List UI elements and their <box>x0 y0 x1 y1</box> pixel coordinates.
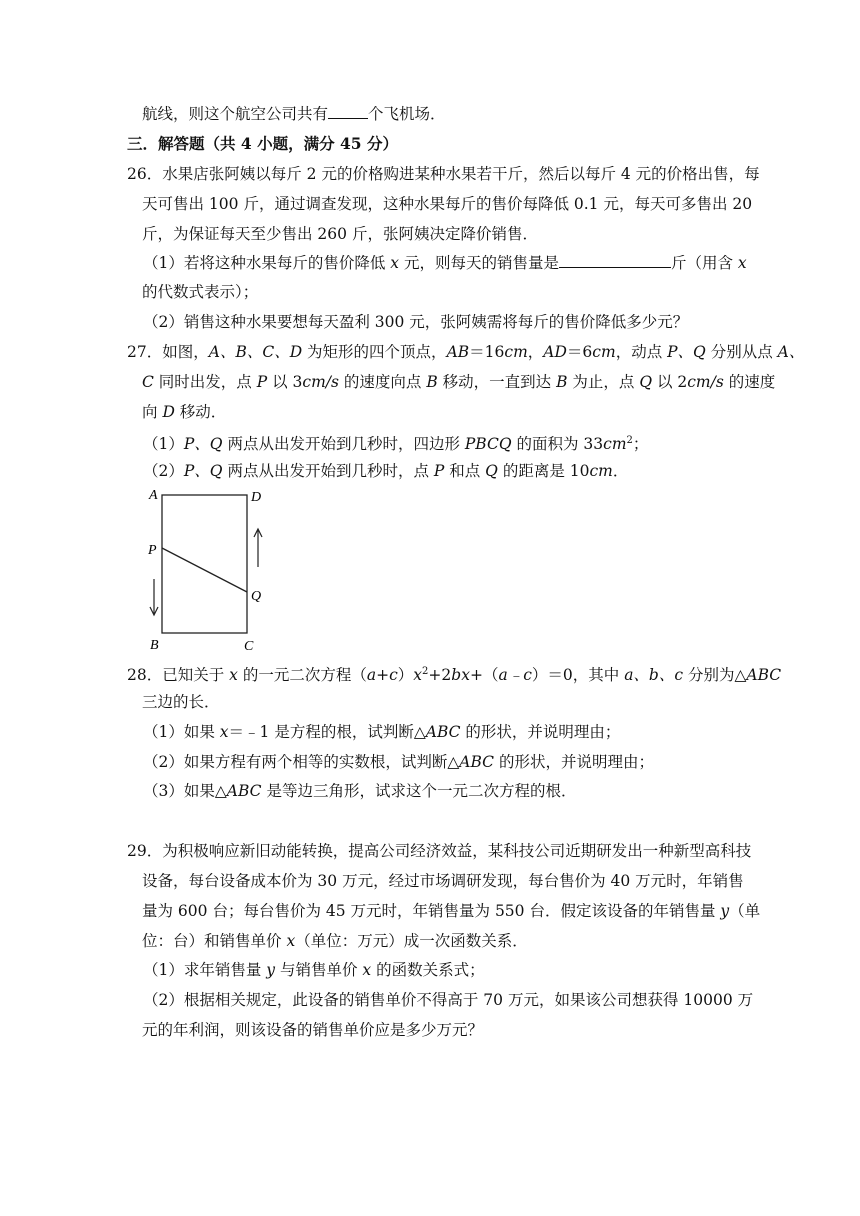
variable: P、Q <box>183 462 223 480</box>
part-text: （3）如果△ <box>143 782 227 800</box>
question-text: 量为 600 台；每台售价为 45 万元时，年销售量为 550 台．假定该设备的年销售量 <box>142 902 721 920</box>
variable: y <box>720 902 730 920</box>
variable: x <box>390 254 400 272</box>
question-number: 26． <box>127 165 163 183</box>
question-text: 水果店张阿姨以每斤 2 元的价格购进某种水果若干斤，然后以每斤 4 元的价格出售，每 <box>162 165 760 183</box>
part-text: 的形状，并说明理由； <box>460 723 621 741</box>
question-27-line-1 <box>127 342 804 362</box>
question-27-line-2 <box>142 372 775 392</box>
question-28-part-1 <box>143 722 620 742</box>
variable: D <box>162 403 175 421</box>
unit: cm <box>603 435 627 454</box>
question-text: （单 <box>729 902 761 920</box>
question-number: 27． <box>127 343 163 361</box>
part-text: ＝﹣1 是方程的根，试判断△ <box>228 723 426 741</box>
variable: P <box>433 462 445 480</box>
part-text: 两点从出发开始到几秒时，点 <box>222 462 434 480</box>
part-text: 的面积为 33 <box>511 435 604 454</box>
question-26-part-2: （2）销售这种水果要想每天盈利 300 元，张阿姨需将每斤的售价降低多少元？ <box>143 313 689 331</box>
part-text: 的形状，并说明理由； <box>494 753 654 771</box>
value: ＝16 <box>469 343 505 361</box>
label-c: C <box>244 639 254 654</box>
carryover-line <box>142 104 446 124</box>
carryover-text-end: 个飞机场． <box>368 105 446 123</box>
part-number: （2） <box>143 462 184 480</box>
part-text: 元，则每天的销售量是 <box>399 254 559 272</box>
question-text: 如图， <box>162 343 209 361</box>
variable: A、 <box>777 343 805 361</box>
answer-blank <box>328 117 368 119</box>
label-q: Q <box>251 589 262 604</box>
question-text: 以 3 <box>267 373 303 391</box>
variable: ABC <box>425 723 461 741</box>
question-text: +（ <box>469 666 499 685</box>
question-29-part-2: （2）根据相关规定，此设备的销售单价不得高于 70 万元，如果该公司想获得 10000 万 <box>143 991 754 1009</box>
question-text: ） <box>397 666 414 685</box>
variable: AD <box>543 343 567 361</box>
value: ＝6 <box>566 343 593 361</box>
question-text: 的速度向点 <box>338 373 427 391</box>
question-29-line-3 <box>142 901 760 921</box>
section-title: 三．解答题（共 4 小题，满分 45 分） <box>127 134 398 153</box>
unit: cm <box>589 462 613 480</box>
label-p: P <box>148 543 157 558</box>
part-text: （2）如果方程有两个相等的实数根，试判断△ <box>143 753 460 771</box>
separator: ， <box>527 343 544 361</box>
variable: Q <box>485 462 498 480</box>
expression: a+c <box>366 666 398 685</box>
unit: cm/s <box>302 373 339 391</box>
question-29-part-2-cont: 元的年利润，则该设备的销售单价应是多少万元？ <box>142 1021 484 1039</box>
question-text: 以 2 <box>652 373 688 391</box>
question-text: 的速度 <box>723 373 776 391</box>
variable: B <box>556 373 568 391</box>
question-28-line-1 <box>127 662 781 685</box>
question-text: 分别从点 <box>705 343 778 361</box>
question-text: ，动点 <box>615 343 668 361</box>
part-text: （1） <box>143 435 184 454</box>
variable: x <box>362 961 372 979</box>
question-27-part-2 <box>143 461 628 481</box>
question-number: 28． <box>127 666 163 685</box>
part-text: 和点 <box>444 462 486 480</box>
question-29-line-4 <box>142 931 528 951</box>
variable: PBCQ <box>464 435 512 454</box>
question-number: 29． <box>127 842 163 860</box>
segment-pq <box>162 548 247 592</box>
question-text: （单位：万元）成一次函数关系． <box>295 932 528 950</box>
exponent: 2 <box>422 666 429 677</box>
variable: P、Q <box>183 435 223 454</box>
question-28-part-3 <box>143 781 576 801</box>
question-29-part-1 <box>143 960 485 980</box>
rectangle-abcd <box>162 495 247 633</box>
part-text: （1）求年销售量 <box>143 961 267 979</box>
expression: bx <box>451 666 470 685</box>
question-26-line-1 <box>127 164 760 184</box>
exponent: 2 <box>626 435 633 446</box>
question-29-line-2: 设备，每台设备成本价为 30 万元，经过市场调研发现，每台售价为 40 万元时，年销售 <box>142 872 744 890</box>
question-text: 同时出发，点 <box>153 373 257 391</box>
question-26-line-3: 斤，为保证每天至少售出 260 斤，张阿姨决定降价销售． <box>142 225 538 243</box>
question-text: 为止，点 <box>567 373 640 391</box>
variable: x <box>286 932 296 950</box>
part-text: ； <box>632 435 649 454</box>
part-text: （1）若将这种水果每斤的售价降低 <box>143 254 391 272</box>
carryover-text: 航线，则这个航空公司共有 <box>142 105 329 123</box>
question-26-part-1-cont: 的代数式表示）； <box>142 283 259 301</box>
part-text: ． <box>612 462 629 480</box>
question-29-line-1 <box>127 841 751 861</box>
part-text: 是等边三角形，试求这个一元二次方程的根． <box>261 782 577 800</box>
question-text: 向 <box>142 403 163 421</box>
part-text: 与销售单价 <box>275 961 363 979</box>
variable: x <box>229 666 238 685</box>
question-28-line-2: 三边的长． <box>142 693 220 711</box>
part-text: 两点从出发开始到几秒时，四边形 <box>222 435 465 454</box>
label-a: A <box>149 488 158 503</box>
question-26-part-1 <box>143 253 747 273</box>
variable: A、B、C、D <box>208 343 303 361</box>
variable: a、b、c <box>624 666 684 685</box>
expression: a﹣c <box>498 666 532 685</box>
question-text: 分别为△ <box>683 666 747 685</box>
variable: x <box>737 254 747 272</box>
part-text: 的距离是 10 <box>497 462 590 480</box>
question-text: ）＝0，其中 <box>531 666 625 685</box>
unit: cm/s <box>687 373 724 391</box>
variable: P <box>256 373 268 391</box>
variable: y <box>266 961 276 979</box>
question-text: 移动，一直到达 <box>437 373 557 391</box>
unit: cm <box>504 343 528 361</box>
part-text: 斤（用含 <box>670 254 738 272</box>
part-text: 的函数关系式； <box>371 961 485 979</box>
variable: ABC <box>226 782 262 800</box>
question-26-line-2: 天可售出 100 斤，通过调查发现，这种水果每斤的售价每降低 0.1 元，每天可多售出 20 <box>142 195 753 213</box>
question-text: 移动． <box>174 403 227 421</box>
question-text: 已知关于 <box>162 666 230 685</box>
answer-blank <box>559 266 671 268</box>
question-text: 为积极响应新旧动能转换，提高公司经济效益，某科技公司近期研发出一种新型高科技 <box>162 842 752 860</box>
variable: ABC <box>459 753 495 771</box>
part-text: （1）如果 <box>143 723 220 741</box>
question-28-part-2 <box>143 752 654 772</box>
variable: AB <box>446 343 470 361</box>
question-text: +2 <box>428 666 452 685</box>
question-text: 的一元二次方程（ <box>237 666 367 685</box>
question-text: 位：台）和销售单价 <box>142 932 287 950</box>
label-d: D <box>251 490 262 505</box>
question-27-line-3 <box>142 402 226 422</box>
question-text: 为矩形的四个顶点， <box>302 343 447 361</box>
variable: ABC <box>746 666 782 685</box>
variable: P、Q <box>667 343 706 361</box>
variable: C <box>142 373 154 391</box>
question-27-part-1 <box>143 431 648 454</box>
variable: Q <box>639 373 653 391</box>
unit: cm <box>592 343 616 361</box>
label-b: B <box>150 638 159 653</box>
variable: x <box>413 666 423 685</box>
rectangle-figure <box>140 483 280 655</box>
variable: B <box>426 373 438 391</box>
variable: x <box>219 723 229 741</box>
